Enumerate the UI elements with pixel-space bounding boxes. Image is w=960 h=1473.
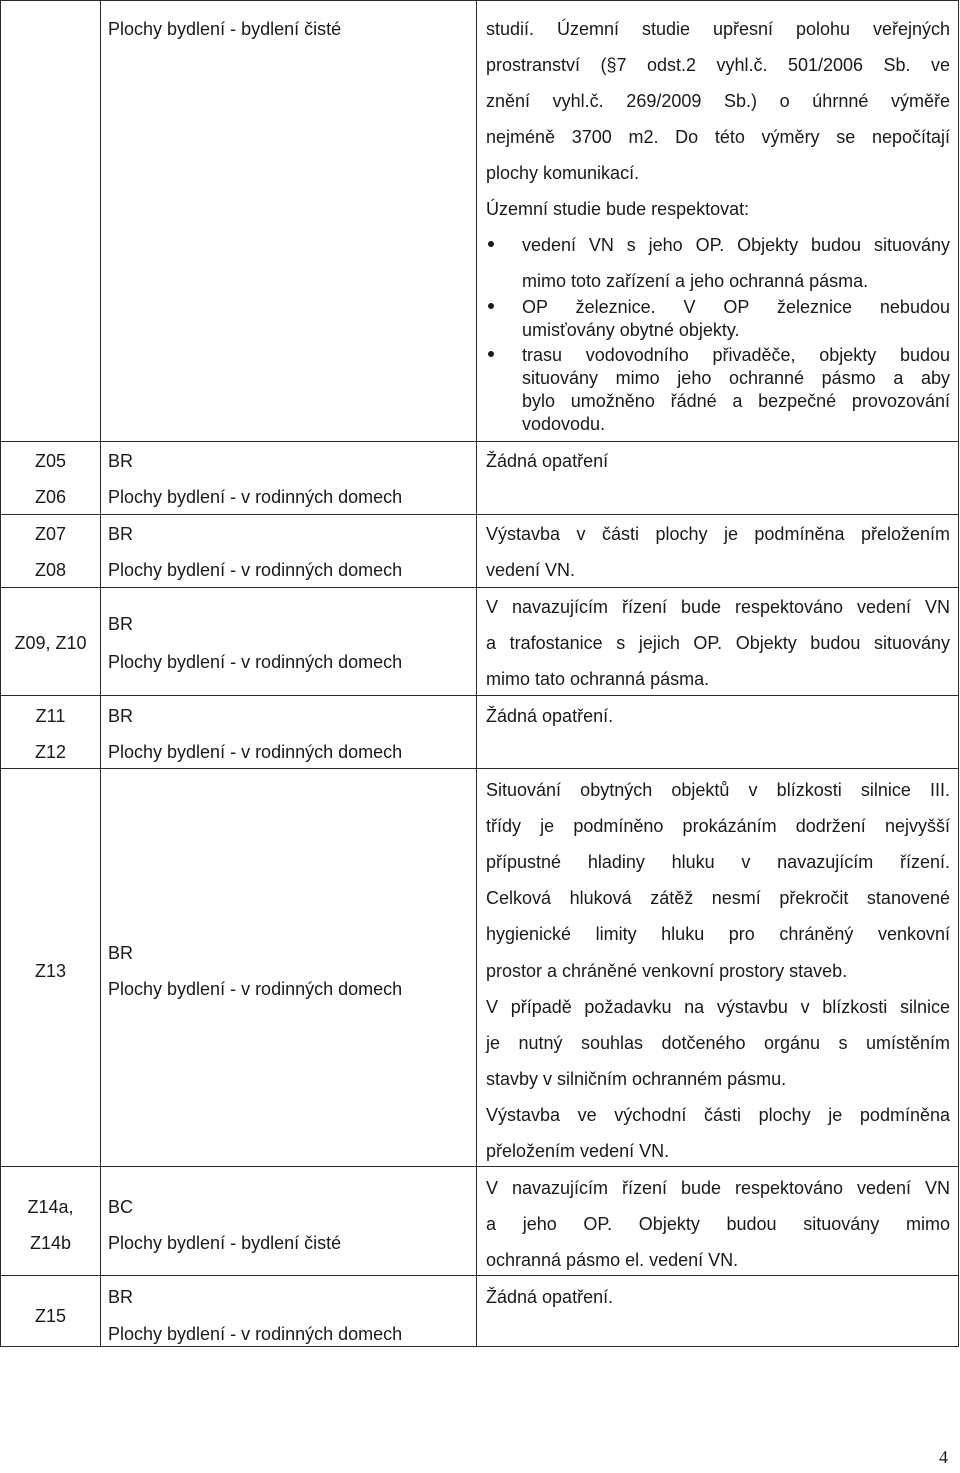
measure-text: Žádná opatření: [486, 451, 609, 471]
measure-text: je nutný souhlas dotčeného orgánu s umístěním: [486, 1033, 950, 1053]
area-code: BC: [108, 1197, 134, 1217]
area-code: BR: [108, 451, 134, 471]
row-label: Plochy bydlení - v rodinných domech: [108, 487, 403, 507]
bullet-text: mimo toto zařízení a jeho ochranná pásma.: [522, 271, 869, 291]
area-id: Z07: [34, 524, 67, 544]
area-id: Z12: [34, 742, 67, 762]
measure-text: nejméně 3700 m2. Do této výměry se nepočítají: [486, 127, 950, 147]
area-id: Z13: [34, 961, 67, 981]
table-border-right: [958, 0, 959, 1346]
area-id: Z06: [34, 487, 67, 507]
row-label: Plochy bydlení - v rodinných domech: [108, 652, 403, 672]
column-divider-2: [476, 0, 477, 1346]
column-divider-1: [100, 0, 101, 1346]
measure-text: vedení VN.: [486, 560, 576, 580]
measure-text: Situování obytných objektů v blízkosti silnice III.: [486, 780, 950, 800]
bullet-text: bylo umožněno řádné a bezpečné provozování: [522, 391, 950, 411]
measure-text: studií. Územní studie upřesní polohu veřejných: [486, 19, 950, 39]
row-divider: [0, 1275, 959, 1276]
measure-text: přípustné hladiny hluku v navazujícím řízení.: [486, 852, 950, 872]
bullet-text: umisťovány obytné objekty.: [522, 320, 740, 340]
area-code: BR: [108, 943, 134, 963]
measure-text: prostranství (§7 odst.2 vyhl.č. 501/2006 Sb. ve: [486, 55, 950, 75]
row-divider: [0, 1166, 959, 1167]
measure-text: V navazujícím řízení bude respektováno vedení VN: [486, 1178, 950, 1198]
bullet-text: vodovodu.: [522, 414, 606, 434]
measure-text: V navazujícím řízení bude respektováno vedení VN: [486, 597, 950, 617]
measure-text: znění vyhl.č. 269/2009 Sb.) o úhrnné výměře: [486, 91, 950, 111]
bullet-icon: [488, 303, 494, 309]
area-id: Z14a,: [27, 1197, 74, 1217]
measure-text: stavby v silničním ochranném pásmu.: [486, 1069, 787, 1089]
row-label: Plochy bydlení - v rodinných domech: [108, 560, 403, 580]
bullet-icon: [488, 241, 494, 247]
measure-text: Žádná opatření.: [486, 1287, 614, 1307]
page-number: 4: [939, 1447, 948, 1467]
measure-text: V případě požadavku na výstavbu v blízkosti silnice: [486, 997, 950, 1017]
area-id: Z05: [34, 451, 67, 471]
area-id: Z09, Z10: [14, 633, 87, 653]
measure-text: Celková hluková zátěž nesmí překročit stanovené: [486, 888, 950, 908]
bullet-text: situovány mimo jeho ochranné pásmo a aby: [522, 368, 950, 388]
measure-text: ochranná pásmo el. vedení VN.: [486, 1250, 739, 1270]
measure-text: přeložením vedení VN.: [486, 1141, 670, 1161]
measure-text: Výstavba ve východní části plochy je podmíněna: [486, 1105, 950, 1125]
measure-text: a trafostanice s jejich OP. Objekty budou situovány: [486, 633, 950, 653]
bullet-text: trasu vodovodního přivaděče, objekty budou: [522, 345, 950, 365]
row-divider: [0, 768, 959, 769]
row-label: Plochy bydlení - v rodinných domech: [108, 1324, 403, 1344]
measure-text: třídy je podmíněno prokázáním dodržení nejvyšší: [486, 816, 950, 836]
area-code: BR: [108, 1287, 134, 1307]
measure-text: Výstavba v části plochy je podmíněna přeložením: [486, 524, 950, 544]
measure-text: Územní studie bude respektovat:: [486, 199, 750, 219]
measure-text: Žádná opatření.: [486, 706, 614, 726]
row-divider: [0, 514, 959, 515]
row-divider: [0, 587, 959, 588]
area-code: BR: [108, 706, 134, 726]
area-id: Z14b: [29, 1233, 72, 1253]
bullet-icon: [488, 351, 494, 357]
bullet-text: vedení VN s jeho OP. Objekty budou situovány: [522, 235, 950, 255]
row-label: Plochy bydlení - bydlení čisté: [108, 1233, 342, 1253]
measure-text: mimo tato ochranná pásma.: [486, 669, 710, 689]
area-code: BR: [108, 614, 134, 634]
area-code: BR: [108, 524, 134, 544]
measure-text: hygienické limity hluku pro chráněný venkovní: [486, 924, 950, 944]
table-border-bottom: [0, 1346, 959, 1347]
measure-text: prostor a chráněné venkovní prostory staveb.: [486, 961, 848, 981]
area-id: Z15: [34, 1306, 67, 1326]
row-divider: [0, 441, 959, 442]
table-border-top: [0, 0, 959, 1]
area-id: Z08: [34, 560, 67, 580]
row-label: Plochy bydlení - bydlení čisté: [108, 19, 342, 39]
row-divider: [0, 695, 959, 696]
measure-text: plochy komunikací.: [486, 163, 640, 183]
table-border-left: [0, 0, 1, 1346]
measure-text: a jeho OP. Objekty budou situovány mimo: [486, 1214, 950, 1234]
area-id: Z11: [35, 706, 66, 726]
row-label: Plochy bydlení - v rodinných domech: [108, 979, 403, 999]
row-label: Plochy bydlení - v rodinných domech: [108, 742, 403, 762]
bullet-text: OP železnice. V OP železnice nebudou: [522, 297, 950, 317]
